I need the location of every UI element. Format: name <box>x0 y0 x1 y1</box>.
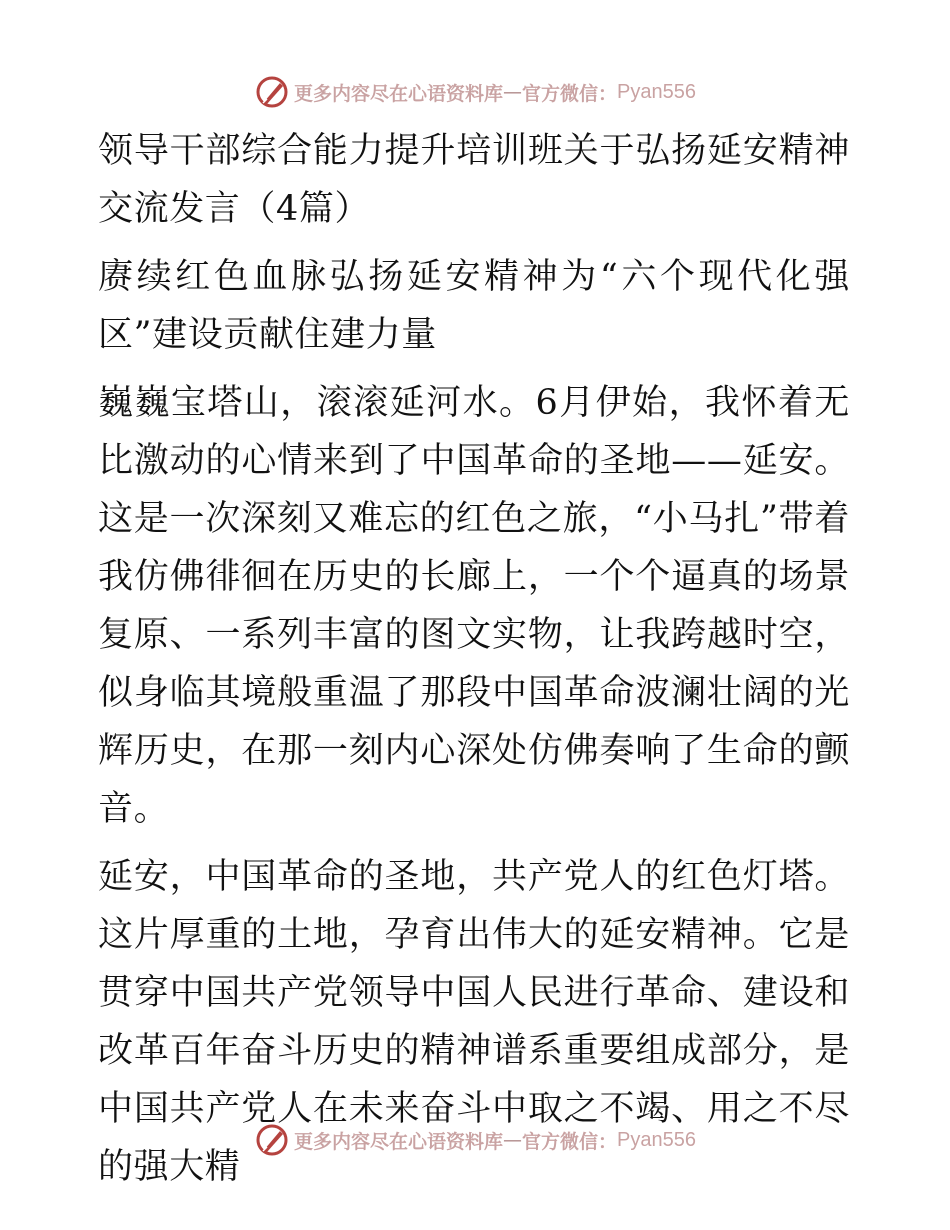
footer-official-label: 官方微信： <box>522 1130 618 1153</box>
banner-site-text: 更多内容尽在心语资料库 <box>294 82 504 105</box>
footer-separator: — <box>503 1129 523 1151</box>
paragraph-2: 延安，中国革命的圣地，共产党人的红色灯塔。这片厚重的土地，孕育出伟大的延安精神。它是贯穿中国共产党领导中国人民进行革命、建设和改革百年奋斗历史的精神谱系重要组成部分，是中国共产党人在未来奋斗中取之不竭、用之不尽的强大精 <box>98 857 850 1187</box>
quill-pen-logo-icon <box>254 74 290 110</box>
banner-official-label: 官方微信： <box>522 82 618 105</box>
document-title: 领导干部综合能力提升培训班关于弘扬延安精神交流发言（4篇） <box>98 131 850 229</box>
paragraph-1: 巍巍宝塔山，滚滚延河水。6月伊始，我怀着无比激动的心情来到了中国革命的圣地——延安。这是一次深刻又难忘的红色之旅，“小马扎”带着我仿佛徘徊在历史的长廊上，一个个逼真的场景复原、一系列丰富的图文实物，让我跨越时空，似身临其境般重温了那段中国革命波澜壮阔的光辉历史，在那一刻内心深处仿佛奏响了生命的颤音。 <box>98 383 850 829</box>
document-body <box>98 122 850 1206</box>
header-banner <box>0 72 950 112</box>
banner-separator: — <box>503 81 523 103</box>
footer-site-text: 更多内容尽在心语资料库 <box>294 1130 504 1153</box>
footer-wechat-id: Pyan556 <box>617 1128 696 1151</box>
footer-banner <box>0 1120 950 1160</box>
quill-pen-logo-icon <box>254 1122 290 1158</box>
document-subtitle: 赓续红色血脉弘扬延安精神为“六个现代化强区”建设贡献住建力量 <box>98 257 850 355</box>
banner-wechat-id: Pyan556 <box>617 80 696 103</box>
